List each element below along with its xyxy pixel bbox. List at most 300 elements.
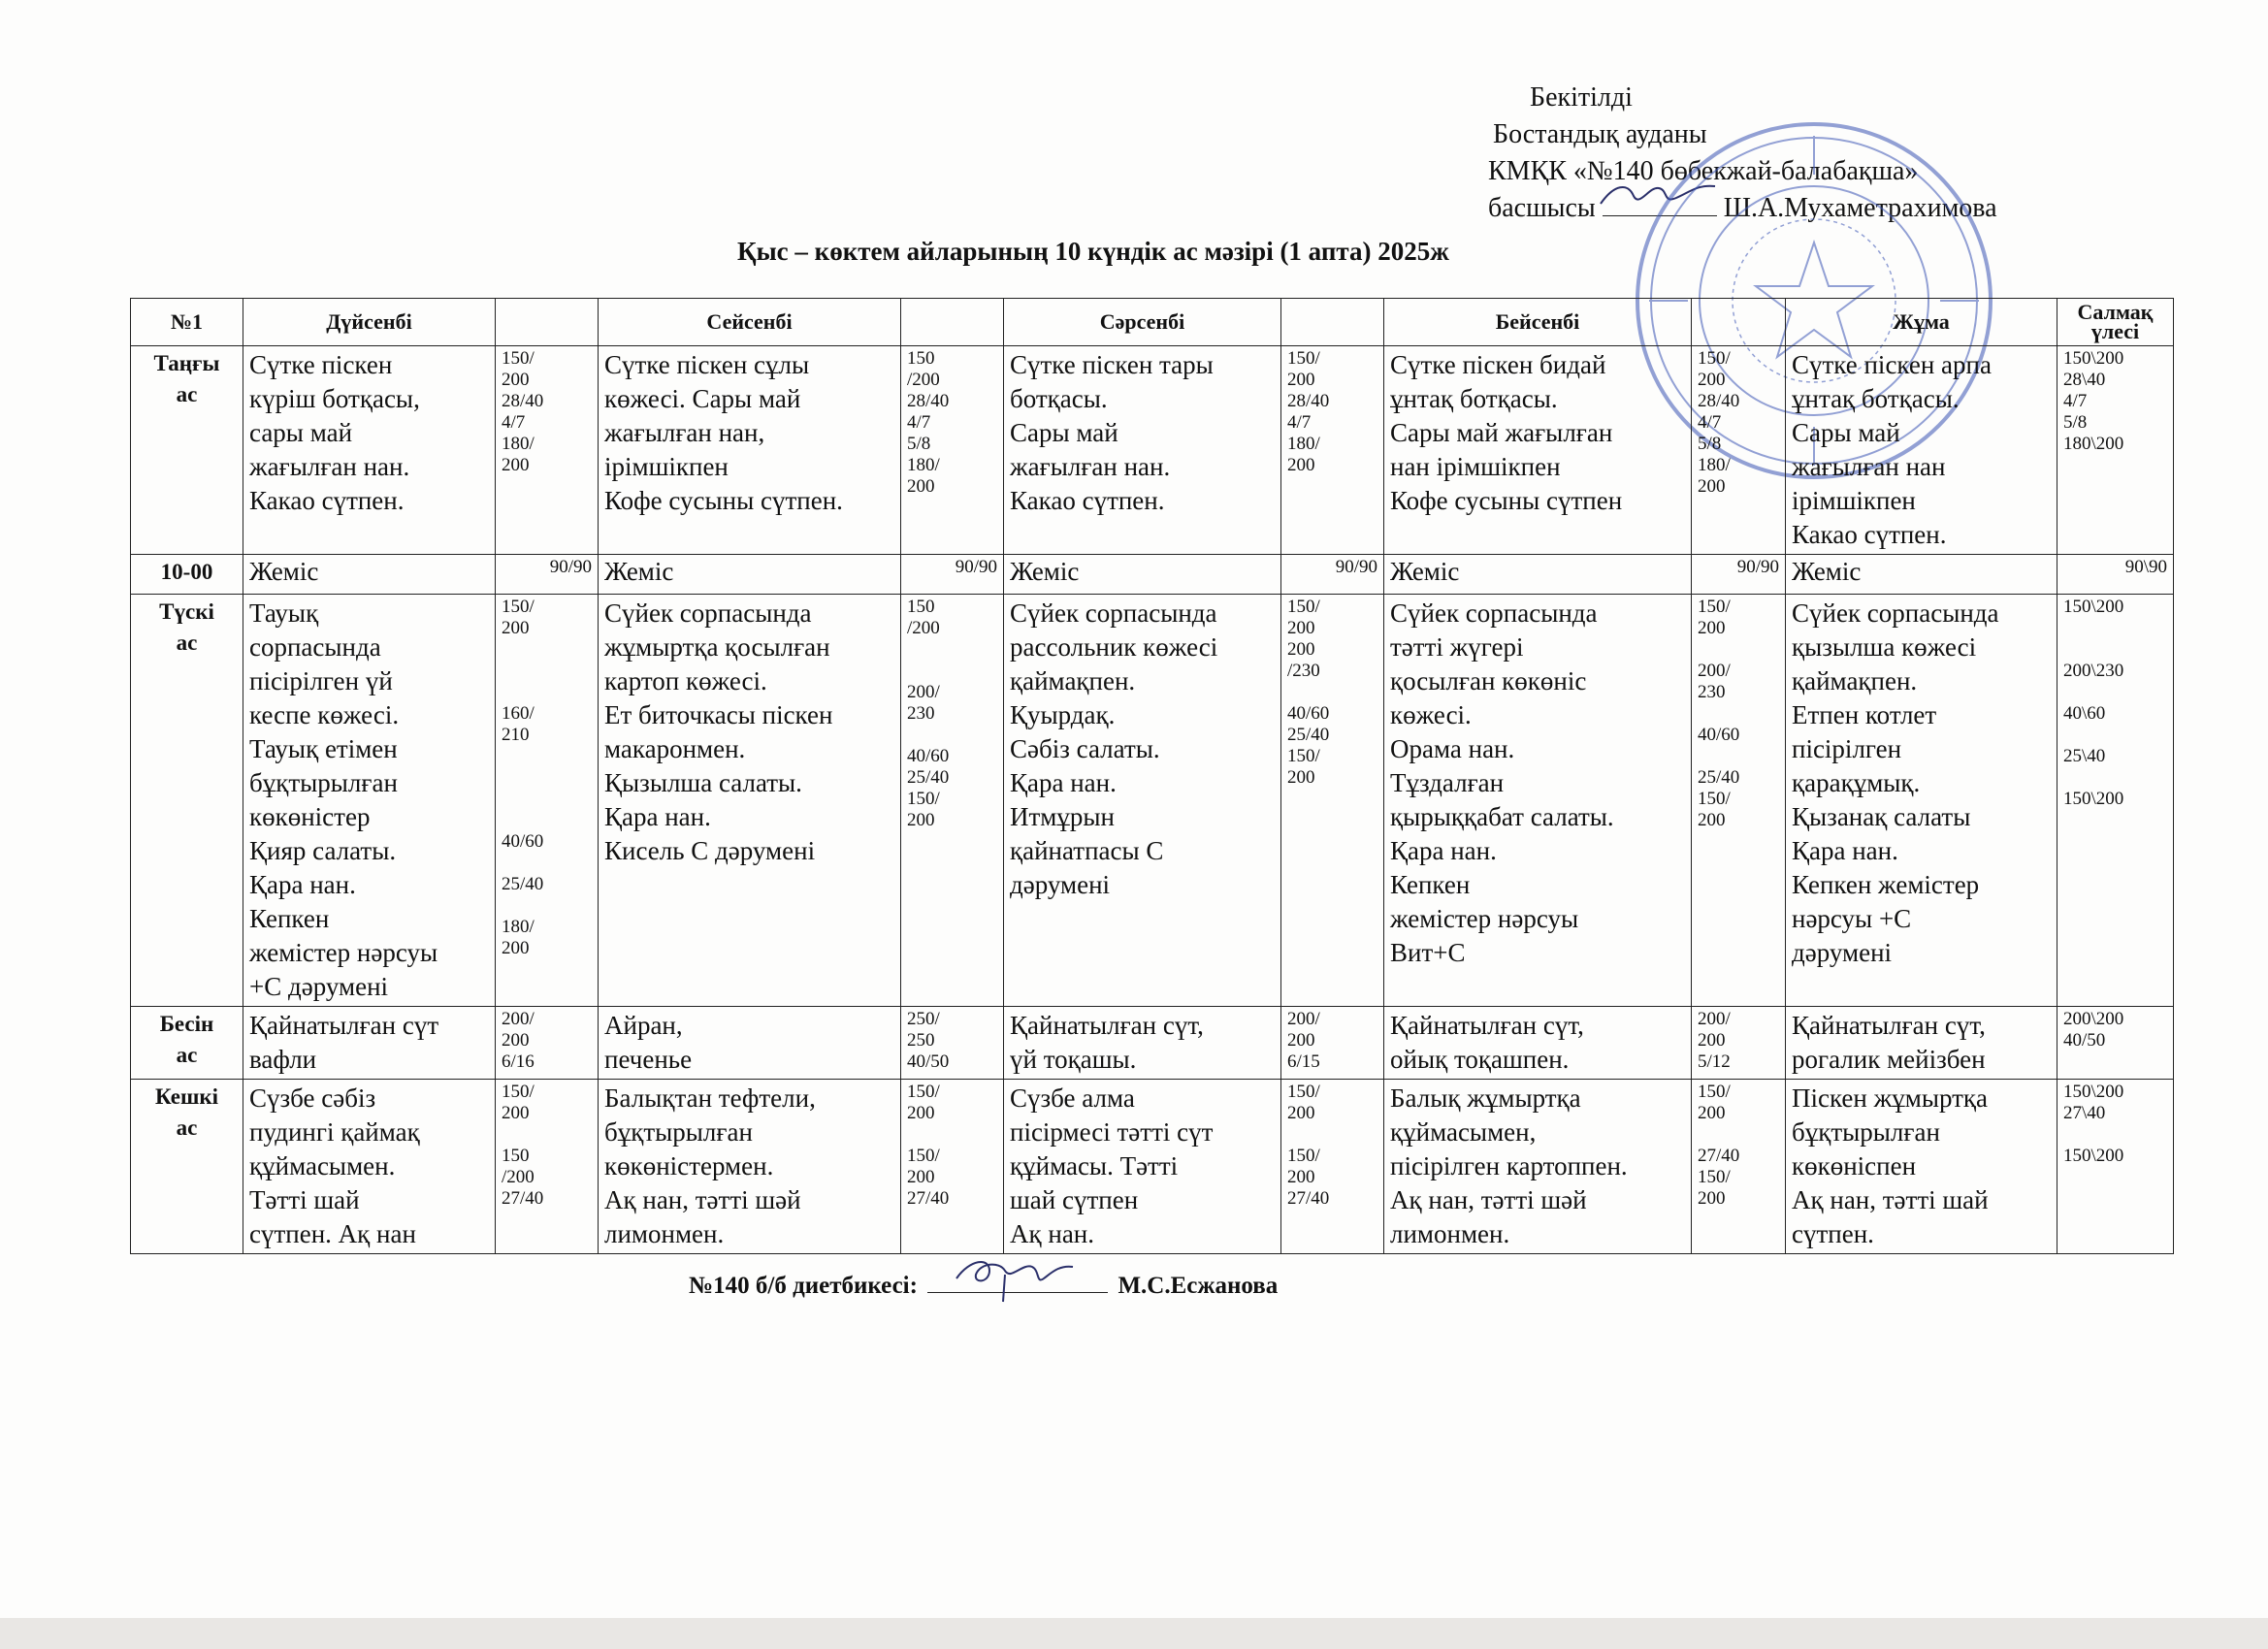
header-thursday: Бейсенбі [1384,299,1692,346]
dish-line: пудингі қаймақ [249,1117,420,1147]
dish-line: жемістер нәрсуы [1390,904,1579,933]
weight-value: 200/ [1287,1009,1320,1029]
dish-line: үй тоқашы. [1010,1045,1137,1074]
weight-value: 40/60 [1287,703,1330,724]
weight-value: 150/ [1287,348,1320,369]
weight-value: 200 [502,1103,530,1123]
dish-cell [1384,595,1692,1007]
dish-line: Какао сүтпен. [1792,520,1947,549]
weight-cell [496,595,599,1007]
dish-cell [1786,595,2057,1007]
dish-line: Ақ нан, тәтті шәй [1390,1185,1587,1214]
scan-edge [0,1618,2268,1649]
header-number: №1 [131,299,243,346]
weight-value: 27/40 [1698,1146,1740,1166]
dish-line: Жеміс [249,557,319,586]
dish-cell [243,1080,496,1254]
weight-value: /200 [502,1167,535,1187]
weight-value: 27/40 [907,1188,950,1209]
weight-value: 200 [1287,1103,1315,1123]
weight-value: 200 [907,476,935,497]
dish-line: жағылған нан [1792,452,1946,481]
approval-title: Бекітілді [1530,82,1633,113]
dish-line: көжесі. Сары май [604,384,801,413]
dish-line: сүтпен. Ақ нан [249,1219,416,1248]
dish-line: бұқтырылған [604,1117,753,1147]
dish-line: Балықтан тефтели, [604,1083,816,1113]
dish-line: Қайнатылған сүт, [1792,1011,1986,1040]
weight-value [502,746,592,767]
weight-cell [2057,595,2174,1007]
weight-value: 200 [1698,476,1726,497]
dish-cell [243,595,496,1007]
dish-line: Сүйек сорпасында [1792,598,1999,628]
weight-value [502,895,592,917]
dish-line: Сүтке піскен тары [1010,350,1214,379]
weight-value: 40/50 [2063,1030,2106,1051]
meal-name-cell [131,1007,243,1080]
meal-name-line: Түскі [159,599,214,624]
weight-value [502,682,592,703]
dish-line: көкөністер [249,802,371,831]
dish-line: жемістер нәрсуы [249,938,438,967]
document-title: Қыс – көктем айларының 10 күндік ас мәзірі (1 апта) 2025ж [737,237,1449,266]
dish-line: ірімшікпен [1792,486,1916,515]
dish-line: Сәбіз салаты. [1010,734,1160,763]
dish-cell [243,555,496,595]
weight-value: 150/ [1698,1167,1731,1187]
weight-value [2063,767,2167,789]
table-row [131,555,2174,595]
dish-line: Вит+С [1390,938,1466,967]
dish-cell [243,346,496,555]
weight-value [1287,1124,1377,1146]
dish-line: Кепкен [1390,870,1471,899]
dish-line: Какао сүтпен. [249,486,405,515]
weight-cell [1692,346,1786,555]
weight-value: 180/ [1287,434,1320,454]
dish-line: Сары май жағылған [1390,418,1613,447]
weight-value: 200 [1698,370,1726,390]
dietitian-name: М.С.Есжанова [1118,1273,1279,1299]
weight-cell [901,346,1004,555]
dish-line: Кисель С дәрумені [604,836,816,865]
dish-line: көкөністермен. [604,1151,774,1180]
footer-signature [689,1273,1278,1300]
director-signature [1603,194,1717,216]
weight-value [502,639,592,661]
weight-value: 150\200 [2063,597,2124,617]
weight-value [907,725,997,746]
weight-value: 4/7 [1287,412,1312,433]
dish-cell [599,555,901,595]
weight-value: 40\60 [2063,703,2106,724]
weight-value: 40/50 [907,1051,950,1072]
dish-line: Ақ нан, тәтті шәй [604,1185,801,1214]
dish-line: пісірілген картоппен. [1390,1151,1628,1180]
weight-value: 230 [907,703,935,724]
dish-line: Ет биточкасы піскен [604,700,833,729]
dish-line: Сүтке піскен арпа [1792,350,1992,379]
approval-district: Бостандық ауданы [1493,119,1707,149]
weight-value: 200\230 [2063,661,2124,681]
dish-cell [1004,1007,1281,1080]
weight-value: 150/ [502,597,535,617]
weight-value: 150/ [1698,1082,1731,1102]
weight-value [2063,639,2167,661]
dish-line: дәрумені [1010,870,1111,899]
table-row [131,1080,2174,1254]
header-wednesday-weight [1281,299,1384,346]
meal-name-line: ас [176,630,198,655]
dish-cell [599,1080,901,1254]
header-wednesday: Сәрсенбі [1004,299,1281,346]
dish-line: Қызылша салаты. [604,768,802,797]
weight-value: 200 [1287,370,1315,390]
dish-cell [1004,555,1281,595]
dish-line: Кофе сусыны сүтпен. [604,486,843,515]
dish-line: Ақ нан. [1010,1219,1094,1248]
dish-line: қарақұмық. [1792,768,1921,797]
weight-cell [496,1080,599,1254]
dish-line: Қара нан. [1010,768,1117,797]
dish-line: Жеміс [1792,557,1862,586]
weight-value [502,661,592,682]
weight-value: 150\200 [2063,789,2124,809]
weight-value [2063,682,2167,703]
dish-line: Итмұрын [1010,802,1115,831]
header-thursday-weight [1692,299,1786,346]
weight-value: 200 [1698,810,1726,830]
weight-value: 200 [907,1167,935,1187]
dish-line: ботқасы. [1010,384,1108,413]
weight-value: 200 [1698,1030,1726,1051]
weight-value [1698,746,1779,767]
weight-value: 200 [1698,1188,1726,1209]
weight-value: 40/60 [502,831,544,852]
weight-value [1287,682,1377,703]
weight-value: 180/ [502,434,535,454]
weight-value: 200 [1287,455,1315,475]
dish-line: Балық жұмыртқа [1390,1083,1581,1113]
weight-value: 200/ [1698,661,1731,681]
dish-line: Қара нан. [249,870,356,899]
weight-value [907,661,997,682]
weight-cell [2057,1007,2174,1080]
weight-value: 40/60 [907,746,950,766]
header-friday: Жұма [1786,299,2057,346]
dish-cell [1384,1080,1692,1254]
dish-line: көжесі. [1390,700,1472,729]
weight-value: 200 [1287,767,1315,788]
dish-line: Сүйек сорпасында [1390,598,1598,628]
meal-name-cell [131,1080,243,1254]
dish-cell [1384,1007,1692,1080]
weight-value: 27\40 [2063,1103,2106,1123]
dish-line: Қызанақ салаты [1792,802,1971,831]
weight-value: 4/7 [907,412,931,433]
dish-line: рогалик мейізбен [1792,1045,1986,1074]
weight-value: 5/12 [1698,1051,1731,1072]
weight-value: 150/ [907,1146,940,1166]
weight-cell [901,595,1004,1007]
dish-cell [1004,1080,1281,1254]
dish-line: құймасы. Тәтті [1010,1151,1179,1180]
weight-value: 200 [907,1103,935,1123]
dish-line: бұқтырылған [249,768,398,797]
dish-line: Қияр салаты. [249,836,397,865]
dish-line: Қара нан. [1390,836,1497,865]
dish-cell [1786,555,2057,595]
weight-value [502,789,592,810]
weight-value: 25\40 [2063,746,2106,766]
dish-line: құймасымен. [249,1151,396,1180]
weight-value: 200 [502,938,530,958]
weight-cell [1281,595,1384,1007]
dish-line: жағылған нан. [1010,452,1171,481]
dish-line: лимонмен. [1390,1219,1510,1248]
header-monday-weight [496,299,599,346]
dish-line: ұнтақ ботқасы. [1792,384,1960,413]
meal-name-line: Бесін [159,1012,214,1036]
dish-line: Қайнатылған сүт [249,1011,439,1040]
weight-value: 5/8 [907,434,931,454]
weight-value: 150/ [1698,348,1731,369]
weight-value [2063,725,2167,746]
dish-line: Сүтке піскен бидай [1390,350,1606,379]
weight-cell [2057,346,2174,555]
dish-line: Қайнатылған сүт, [1010,1011,1204,1040]
weight-value: 150/ [1287,1146,1320,1166]
dish-line: Кепкен [249,904,330,933]
weight-value [1698,639,1779,661]
weight-value: 250/ [907,1009,940,1029]
dish-line: вафли [249,1045,317,1074]
dish-line: Жеміс [604,557,674,586]
dish-line: Жеміс [1390,557,1460,586]
weight-value: 150 [907,348,935,369]
approval-director-name: Ш.А.Мухаметрахимова [1723,193,1997,223]
weight-value: 200 [1287,618,1315,638]
weight-value: 150 [907,597,935,617]
weight-cell [496,555,599,595]
weight-value: 200 [907,810,935,830]
dish-line: көкөніспен [1792,1151,1917,1180]
dish-line: Қуырдақ. [1010,700,1116,729]
dish-line: Сүтке піскен [249,350,393,379]
weight-cell [1692,1007,1786,1080]
weight-value: 200 [1287,639,1315,660]
weight-value: 150/ [1698,789,1731,809]
meal-name-line: Таңғы [153,351,220,375]
meal-name-line: 10-00 [160,560,213,584]
weight-value: 180/ [907,455,940,475]
dish-line: жағылған нан, [604,418,765,447]
weight-value [502,853,592,874]
dish-line: нан ірімшікпен [1390,452,1561,481]
weight-value: 180/ [502,917,535,937]
dish-line: қызылша көжесі [1792,632,1977,662]
weight-value: 150/ [502,348,535,369]
dish-line: макаронмен. [604,734,746,763]
approval-signature-line [1488,190,1997,227]
weight-value [2063,618,2167,639]
weight-value: 200 [502,618,530,638]
dish-line: Кофе сусыны сүтпен [1390,486,1623,515]
dish-cell [243,1007,496,1080]
weight-cell [2057,555,2174,595]
weight-value: 150/ [1698,597,1731,617]
dish-line: нәрсуы +С [1792,904,1912,933]
weight-value: 6/15 [1287,1051,1320,1072]
approval-role: басшысы [1488,193,1596,223]
weight-value: /200 [907,370,940,390]
weight-value: 90/90 [549,557,592,577]
table-row [131,346,2174,555]
dish-cell [1384,346,1692,555]
dish-cell [1786,346,2057,555]
weight-value: 200 [1287,1167,1315,1187]
approval-block [1488,80,1997,227]
dietitian-signature [927,1273,1108,1293]
dish-line: Сары май [1010,418,1118,447]
dish-line: Какао сүтпен. [1010,486,1165,515]
weight-value: 200/ [502,1009,535,1029]
weight-value: 28/40 [502,391,544,411]
weight-cell [1281,1080,1384,1254]
dietitian-label: №140 б/б диетбикесі: [689,1273,918,1299]
weight-value [907,1124,997,1146]
dish-line: сорпасында [249,632,381,662]
dish-line: Ақ нан, тәтті шай [1792,1185,1989,1214]
dish-cell [1786,1080,2057,1254]
meal-name-line: Кешкі [154,1084,219,1109]
weight-value: 150/ [907,789,940,809]
dish-cell [1004,595,1281,1007]
dish-cell [599,346,901,555]
weight-cell [901,1080,1004,1254]
weight-value: 200 [502,1030,530,1051]
weight-value: 230 [1698,682,1726,702]
weight-value [907,639,997,661]
weight-value: 150/ [1287,1082,1320,1102]
table-row [131,595,2174,1007]
dish-line: пісірілген үй [249,666,393,695]
dish-line: тәтті жүгері [1390,632,1524,662]
weight-value: 200/ [1698,1009,1731,1029]
dish-line: Жеміс [1010,557,1080,586]
weight-value: 25/40 [1287,725,1330,745]
weight-value: 28/40 [1698,391,1740,411]
weight-value: 40/60 [1698,725,1740,745]
weight-value [502,767,592,789]
dish-line: Кепкен жемістер [1792,870,1980,899]
dish-line: пісірмесі тәтті сүт [1010,1117,1214,1147]
header-tuesday: Сейсенбі [599,299,901,346]
dish-cell [599,595,901,1007]
weight-cell [1281,346,1384,555]
weight-value: /230 [1287,661,1320,681]
meal-name-cell [131,595,243,1007]
weight-value: 200\200 [2063,1009,2124,1029]
meal-name-cell [131,346,243,555]
header-weight-share: Салмақ үлесі [2057,299,2174,346]
weight-value: 4/7 [2063,391,2088,411]
dish-line: ұнтақ ботқасы. [1390,384,1558,413]
dish-line: Сары май [1792,418,1900,447]
dish-line: лимонмен. [604,1219,725,1248]
weight-value: 200 [1698,1103,1726,1123]
weight-cell [1692,1080,1786,1254]
weight-cell [1281,1007,1384,1080]
table-row [131,1007,2174,1080]
dish-line: күріш ботқасы, [249,384,420,413]
weight-value: 180\200 [2063,434,2124,454]
weight-value: 4/7 [1698,412,1722,433]
dish-line: Сүйек сорпасында [604,598,812,628]
weight-value [502,810,592,831]
weight-value: 90/90 [1736,557,1779,577]
dish-line: Қайнатылған сүт, [1390,1011,1584,1040]
approval-institution: КМҚК «№140 бөбекжай-балабақша» [1488,156,1919,186]
weight-value: 160/ [502,703,535,724]
dish-line: Тәтті шай [249,1185,360,1214]
weight-cell [1692,555,1786,595]
weight-value: 150/ [1287,597,1320,617]
dish-line: Сүзбе алма [1010,1083,1135,1113]
dish-line: бұқтырылған [1792,1117,1940,1147]
header-monday: Дүйсенбі [243,299,496,346]
dish-line: сүтпен. [1792,1219,1874,1248]
weight-value: 210 [502,725,530,745]
dish-line: шай сүтпен [1010,1185,1139,1214]
dish-cell [1786,1007,2057,1080]
dish-line: қаймақпен. [1792,666,1918,695]
meal-name-line: ас [176,1043,198,1067]
table-header-row [131,299,2174,346]
dish-line: Айран, [604,1011,683,1040]
weight-value: 200/ [907,682,940,702]
dish-line: қырыққабат салаты. [1390,802,1614,831]
dish-line: Тұздалған [1390,768,1505,797]
weight-value: 5/8 [1698,434,1722,454]
dish-line: кеспе көжесі. [249,700,400,729]
weight-value: 25/40 [502,874,544,894]
dish-line: Қара нан. [1792,836,1898,865]
dish-line: Сүтке піскен сұлы [604,350,810,379]
weight-value: 150\200 [2063,1146,2124,1166]
weight-value: 200 [1287,1030,1315,1051]
meal-name-cell [131,555,243,595]
weight-value: 150/ [502,1082,535,1102]
dish-line: жұмыртқа қосылған [604,632,830,662]
weight-cell [1281,555,1384,595]
dish-line: қайнатпасы С [1010,836,1164,865]
dish-line: +С дәрумені [249,972,389,1001]
weight-value: 28/40 [907,391,950,411]
weight-value: 25/40 [907,767,950,788]
dish-line: Етпен котлет [1792,700,1937,729]
weight-value: 180/ [1698,455,1731,475]
weight-value: 25/40 [1698,767,1740,788]
weight-value: 150/ [1287,746,1320,766]
weight-value: 27/40 [1287,1188,1330,1209]
weight-value: 27/40 [502,1188,544,1209]
weight-cell [1692,595,1786,1007]
dish-line: картоп көжесі. [604,666,767,695]
weight-value [1698,703,1779,725]
meal-name-line: ас [176,1116,198,1140]
